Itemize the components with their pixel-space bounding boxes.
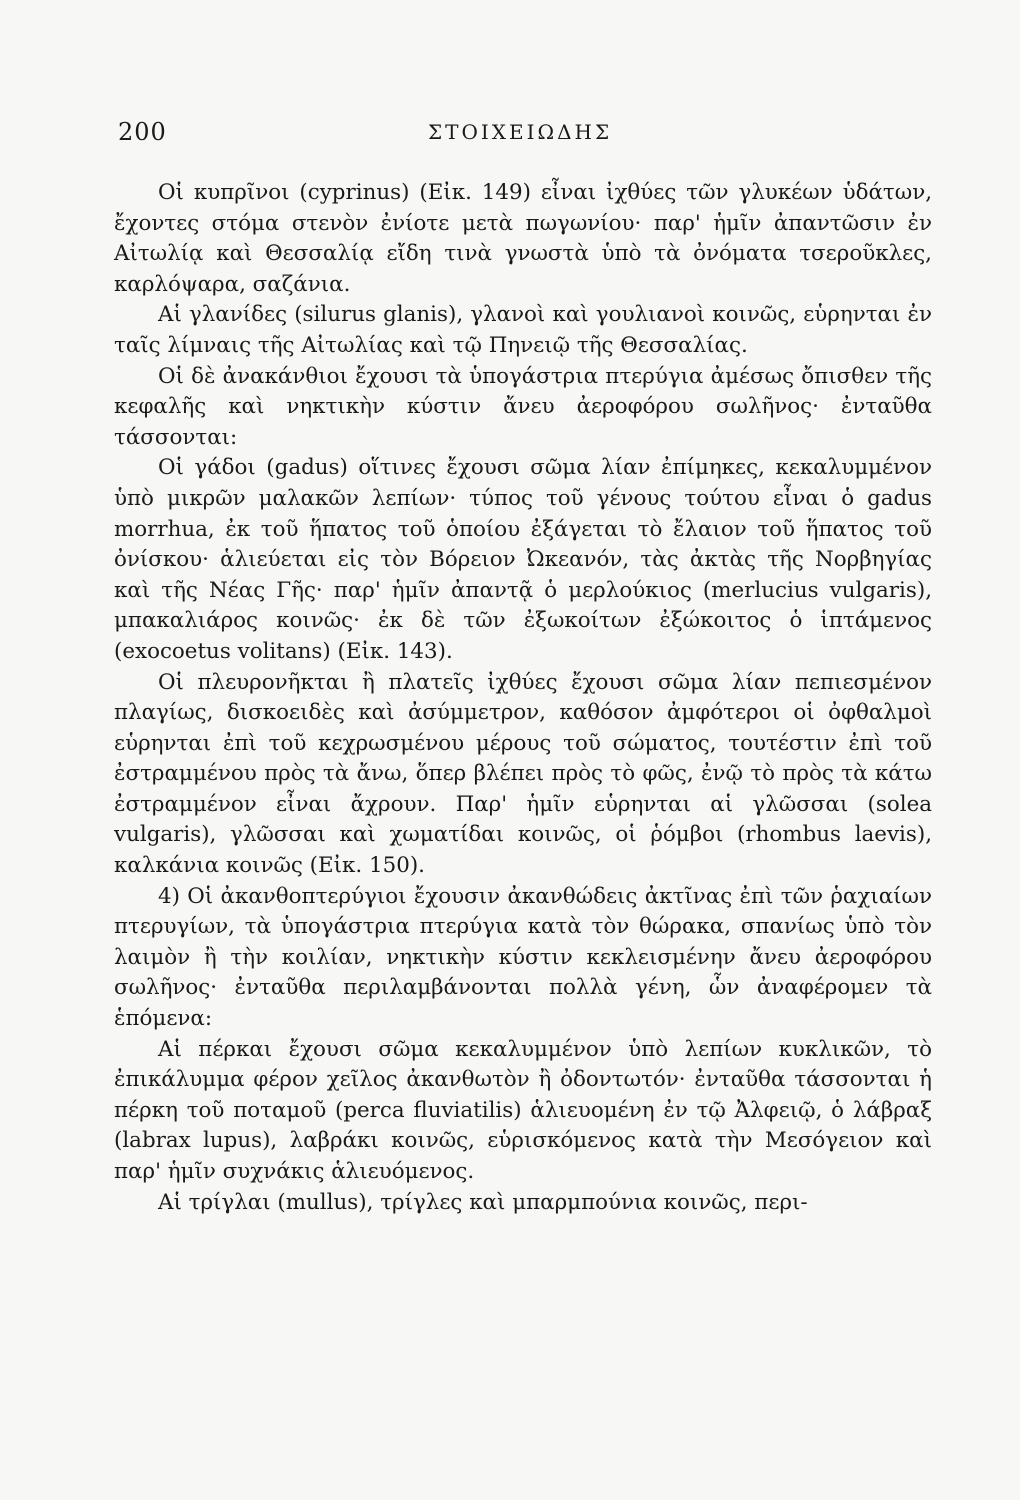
paragraph-perkai: Αἱ πέρκαι ἔχουσι σῶμα κεκαλυμμένον ὑπὸ λεπίων κυκλικῶν, τὸ ἐπικάλυμμα φέρον χεῖλος ἀκανθωτὸν ἢ ὀδοντωτόν· ἐνταῦθα τάσσονται ἡ πέρκη τοῦ ποταμοῦ (perca fluviatilis) ἁλιευομένη ἐν τῷ Ἀλφειῷ, ὁ λάβραξ (labrax lupus), λαβράκι κοινῶς, εὑρισκόμενος κατὰ τὴν Μεσόγειον καὶ παρ' ἡμῖν συχνάκις ἁλιευόμενος. [114,1036,932,1184]
paragraph-gadoi: Οἱ γάδοι (gadus) οἵτινες ἔχουσι σῶμα λίαν ἐπίμηκες, κεκαλυμμένον ὑπὸ μικρῶν μαλακῶν λεπίων· τύπος τοῦ γένους τούτου εἶναι ὁ gadus morrhua, ἐκ τοῦ ἥπατος τοῦ ὁποίου ἐξάγεται τὸ ἔλαιον τοῦ ἥπατος τοῦ ὀνίσκου· ἁλιεύεται εἰς τὸν Βόρειον Ὠκεανόν, τὰς ἀκτὰς τῆς Νορβηγίας καὶ τῆς Νέας Γῆς· παρ' ἡμῖν ἀπαντᾷ ὁ μερλούκιος (merlucius vulgaris), μπακαλιάρος κοινῶς· ἐκ δὲ τῶν ἐξωκοίτων ἐξώκοιτος ὁ ἱπτάμενος (exocoetus volitans) (Εἰκ. 143). [114,455,932,664]
paragraph-pleuronektai: Οἱ πλευρονῆκται ἢ πλατεῖς ἰχθύες ἔχουσι σῶμα λίαν πεπιεσμένον πλαγίως, δισκοειδὲς καὶ ἀσύμμετρον, καθόσον ἀμφότεροι οἱ ὀφθαλμοὶ εὑρηνται ἐπὶ τοῦ κεχρωσμένου μέρους τοῦ σώματος, τουτέστιν ἐπὶ τοῦ ἐστραμμένου πρὸς τὰ ἄνω, ὅπερ βλέπει πρὸς τὸ φῶς, ἐνῷ τὸ πρὸς τὰ κάτω ἐστραμμένον εἶναι ἄχρουν. Παρ' ἡμῖν εὑρηνται αἱ γλῶσσαι (solea vulgaris), γλῶσσαι καὶ χωματίδαι κοινῶς, οἱ ῥόμβοι (rhombus laevis), καλκάνια κοινῶς (Εἰκ. 150). [114,669,932,879]
running-title: ΣΤΟΙΧΕΙΩΔΗΣ [428,120,613,144]
paragraph-anakanthioi: Οἱ δὲ ἀνακάνθιοι ἔχουσι τὰ ὑπογάστρια πτερύγια ἀμέσως ὄπισθεν τῆς κεφαλῆς καὶ νηκτικὴν κύστιν ἄνευ ἀεροφόρου σωλῆνος· ἐνταῦθα τάσσονται: [114,363,932,450]
paragraph-glanides: Αἱ γλανίδες (silurus glanis), γλανοὶ καὶ γουλιανοὶ κοινῶς, εὑρηνται ἐν ταῖς λίμναις τῆς Αἰτωλίας καὶ τῷ Πηνειῷ τῆς Θεσσαλίας. [114,302,932,358]
paragraph-cyprinus: Οἱ κυπρῖνοι (cyprinus) (Εἰκ. 149) εἶναι ἰχθύες τῶν γλυκέων ὑδάτων, ἔχοντες στόμα στενὸν ἐνίοτε μετὰ πωγωνίου· παρ' ἡμῖν ἀπαντῶσιν ἐν Αἰτωλίᾳ καὶ Θεσσαλίᾳ εἴδη τινὰ γνωστὰ ὑπὸ τὰ ὀνόματα τσεροῦκλες, καρλόψαρα, σαζάνια. [114,180,932,297]
running-head [118,118,928,148]
page-number: 200 [118,118,167,146]
paragraph-akanthopterygioi: 4) Οἱ ἀκανθοπτερύγιοι ἔχουσιν ἀκανθώδεις ἀκτῖνας ἐπὶ τῶν ῥαχιαίων πτερυγίων, τὰ ὑπογάστρια πτερύγια κατὰ τὸν θώρακα, σπανίως ὑπὸ τὸν λαιμὸν ἢ τὴν κοιλίαν, νηκτικὴν κύστιν κεκλεισμένην ἄνευ ἀεροφόρου σωλῆνος· ἐνταῦθα περιλαμβάνονται πολλὰ γένη, ὧν ἀναφέρομεν τὰ ἑπόμενα: [114,883,932,1032]
paragraph-triglai: Αἱ τρίγλαι (mullus), τρίγλες καὶ μπαρμπούνια κοινῶς, περι- [158,1189,808,1215]
body-text [114,178,932,1218]
